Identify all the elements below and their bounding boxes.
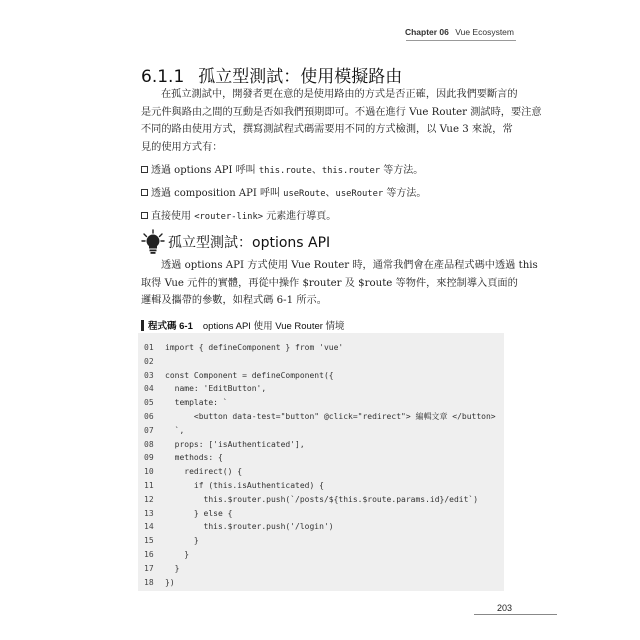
line-number: 07 bbox=[144, 425, 154, 435]
line-number: 10 bbox=[144, 467, 154, 477]
code-text: `, bbox=[165, 425, 185, 435]
line-number: 01 bbox=[144, 343, 154, 352]
line-number: 17 bbox=[144, 563, 154, 573]
code-text: name: 'EditButton', bbox=[165, 384, 267, 394]
code-text: template: ` bbox=[165, 398, 228, 408]
line-number: 18 bbox=[144, 577, 154, 587]
footer-divider bbox=[474, 614, 557, 615]
listing-label: 程式碼 6-1 bbox=[148, 321, 193, 332]
code-text: methods: { bbox=[165, 453, 223, 463]
list-item: 透過 composition API 呼叫 useRoute、useRouter 等方法。 bbox=[141, 185, 426, 208]
code-text: }) bbox=[165, 577, 175, 587]
lightbulb-icon bbox=[141, 229, 165, 255]
code-block bbox=[138, 333, 504, 591]
line-number: 05 bbox=[144, 398, 154, 408]
running-header bbox=[405, 27, 514, 37]
section-heading bbox=[141, 62, 402, 87]
section-title: 孤立型測試：使用模擬路由 bbox=[198, 67, 403, 87]
code-text: } bbox=[165, 550, 190, 559]
chapter-title: Vue Ecosystem bbox=[455, 27, 514, 37]
code-text: props: ['isAuthenticated'], bbox=[165, 439, 305, 449]
intro-line: 是元件與路由之間的互動是否如我們預期即可。不過在進行 Vue Router 測試時，要注意 bbox=[141, 106, 542, 118]
listing-caption bbox=[141, 318, 345, 332]
tip-line: 取得 Vue 元件的實體，再從中操作 $router 及 $route 等物件，來控制導入頁面的 bbox=[141, 277, 518, 289]
chapter-label: Chapter 06 bbox=[404, 27, 449, 37]
line-number: 03 bbox=[144, 370, 154, 380]
list-item: 直接使用 <router-link> 元素進行導頁。 bbox=[141, 208, 426, 231]
line-number: 09 bbox=[144, 453, 154, 463]
code-text: this.$router.push(`/posts/${this.$route.params.id}/edit`) bbox=[165, 494, 479, 504]
line-number: 11 bbox=[144, 481, 154, 490]
code-line bbox=[138, 493, 504, 507]
code-text: } bbox=[165, 536, 199, 546]
code-text: <button data-test="button" @click="redirect"> 編輯文章 </button> bbox=[165, 412, 496, 421]
code-line bbox=[138, 576, 504, 590]
intro-paragraph bbox=[141, 86, 542, 156]
code-line bbox=[138, 396, 504, 410]
code-text: const Component = defineComponent({ bbox=[165, 370, 334, 380]
code-line bbox=[138, 355, 504, 369]
caption-marker bbox=[141, 320, 144, 331]
line-number: 16 bbox=[144, 550, 154, 559]
line-number: 13 bbox=[144, 508, 154, 518]
tip-line: 透過 options API 方式使用 Vue Router 時，通常我們會在產品程式碼中透過 this bbox=[161, 260, 538, 271]
intro-line: 見的使用方式有： bbox=[141, 141, 223, 153]
code-text: this.$router.push('/login') bbox=[165, 522, 334, 532]
code-line bbox=[138, 520, 504, 534]
checkbox-bullet-icon bbox=[141, 212, 148, 219]
page-number: 203 bbox=[497, 603, 513, 613]
code-text: if (this.isAuthenticated) { bbox=[165, 481, 324, 490]
code-text: redirect() { bbox=[165, 467, 243, 477]
line-number: 12 bbox=[144, 494, 154, 504]
tip-title: 孤立型測試：options API bbox=[168, 235, 331, 251]
code-line bbox=[138, 410, 504, 424]
line-number: 02 bbox=[144, 356, 154, 366]
code-line bbox=[138, 562, 504, 576]
code-line bbox=[138, 507, 504, 521]
list-item: 透過 options API 呼叫 this.route、this.router 等方法。 bbox=[141, 162, 426, 185]
code-line bbox=[138, 465, 504, 479]
line-number: 06 bbox=[144, 412, 154, 421]
listing-title: options API 使用 Vue Router 情境 bbox=[202, 321, 345, 332]
usage-list bbox=[141, 162, 426, 231]
code-line bbox=[138, 548, 504, 562]
code-line bbox=[138, 382, 504, 396]
tip-paragraph bbox=[141, 257, 538, 310]
line-number: 08 bbox=[144, 439, 154, 449]
checkbox-bullet-icon bbox=[141, 189, 148, 196]
code-line bbox=[138, 438, 504, 452]
line-number: 15 bbox=[144, 536, 154, 546]
intro-line: 在孤立測試中，開發者更在意的是使用路由的方式是否正確，因此我們要斷言的 bbox=[161, 89, 518, 100]
line-number: 14 bbox=[144, 522, 154, 532]
code-text: import { defineComponent } from 'vue' bbox=[165, 343, 344, 352]
code-text: } else { bbox=[165, 508, 233, 518]
code-line bbox=[138, 451, 504, 465]
line-number: 04 bbox=[144, 384, 154, 394]
intro-line: 不同的路由使用方式，撰寫測試程式碼需要用不同的方式檢測，以 Vue 3 來說，常 bbox=[141, 124, 513, 135]
tip-line: 邏輯及攜帶的參數，如程式碼 6-1 所示。 bbox=[141, 295, 327, 306]
tip-heading bbox=[141, 229, 330, 255]
code-text: } bbox=[165, 563, 180, 573]
code-line bbox=[138, 369, 504, 383]
checkbox-bullet-icon bbox=[141, 166, 148, 173]
section-number: 6.1.1 bbox=[141, 67, 185, 87]
header-divider bbox=[406, 40, 516, 41]
code-line bbox=[138, 479, 504, 493]
code-line bbox=[138, 424, 504, 438]
code-line bbox=[138, 534, 504, 548]
code-line bbox=[138, 341, 504, 355]
